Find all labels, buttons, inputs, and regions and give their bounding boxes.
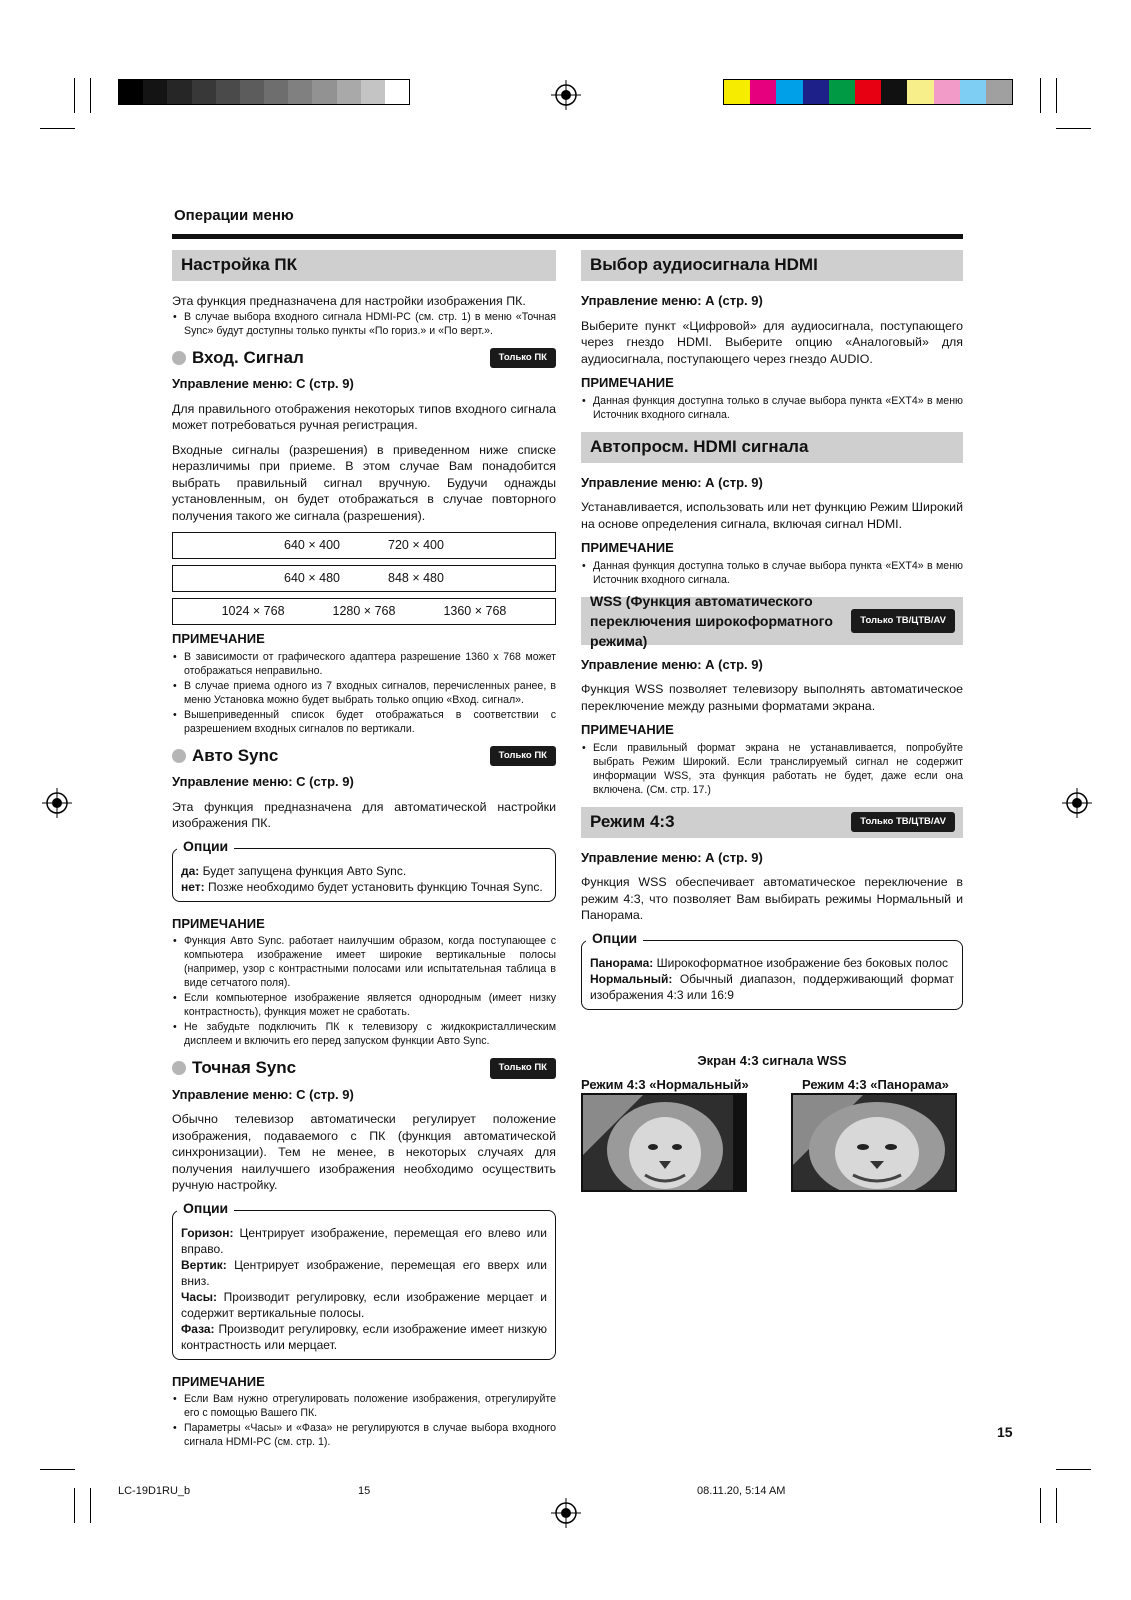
color-swatch: [312, 80, 336, 104]
color-swatch: [855, 80, 881, 104]
crop-mark: [1040, 1488, 1041, 1523]
color-swatch: [143, 80, 167, 104]
footer-model: LC-19D1RU_b: [118, 1485, 191, 1497]
note-heading: ПРИМЕЧАНИЕ: [581, 722, 674, 737]
bullet-circle-icon: [172, 1061, 186, 1075]
color-swatch: [167, 80, 191, 104]
option-item: Панорама: Широкоформатное изображение без боковых полос: [590, 955, 949, 970]
crop-mark: [1056, 78, 1057, 113]
color-swatch: [934, 80, 960, 104]
notes-list: • Если правильный формат экрана не устанавливается, попробуйте выбрать Режим Широкий. Если транслируемый сигнал не содержит информации WSS, эта функция работать не будет, даже если она включена. (См. стр. 17.): [581, 741, 963, 797]
menu-control-label: Управление меню: А (стр. 9): [581, 293, 763, 308]
section-heading-pc-setup: Настройка ПК: [172, 250, 556, 281]
tv-only-badge: Только ТВ/ЦТВ/AV: [851, 609, 955, 633]
section-heading-hdmi-audio: Выбор аудиосигнала HDMI: [581, 250, 963, 281]
resolution-row: 640 × 480 848 × 480: [172, 565, 556, 592]
input-signal-p2: Входные сигналы (разрешения) в приведенном ниже списке неразличимы при приеме. В этом случае Вам понадобится выбрать правильный сигнал вручную. Будучи однажды установленным, он будет отображаться в случае повторного получения такого же сигнала (разрешения).: [172, 442, 556, 523]
note-heading: ПРИМЕЧАНИЕ: [172, 915, 265, 931]
options-title: Опции: [177, 1200, 234, 1216]
footer-datetime: 08.11.20, 5:14 AM: [697, 1485, 786, 1497]
bullet-circle-icon: [172, 351, 186, 365]
color-swatch: [776, 80, 802, 104]
wss-p1: Функция WSS позволяет телевизору выполнять автоматическое переключение между разными форматами экрана.: [581, 682, 963, 713]
auto-sync-p1: Эта функция предназначена для автоматической настройки изображения ПК.: [172, 799, 556, 830]
figure-caption-panorama: Режим 4:3 «Панорама»: [802, 1077, 949, 1092]
lion-image-panorama: [791, 1093, 957, 1192]
pc-setup-intro: Эта функция предназначена для настройки изображения ПК.: [172, 294, 526, 308]
registration-mark-icon: [551, 80, 581, 110]
color-swatch: [829, 80, 855, 104]
option-item: нет: Позже необходимо будет установить функцию Точная Sync.: [181, 879, 543, 894]
color-swatch: [750, 80, 776, 104]
pc-setup-intro-note: • В случае выбора входного сигнала HDMI-PC (см. стр. 1) в меню «Точная Sync» будут доступны только пункты «По гориз.» и «По верт.».: [172, 310, 556, 338]
hdmi-audio-p1: Выберите пункт «Цифровой» для аудиосигнала, поступающего через гнездо HDMI. Выберите опцию «Аналоговый» для аудиосигнала, поступающего через гнездо AUDIO.: [581, 318, 963, 366]
menu-control-label: Управление меню: С (стр. 9): [172, 376, 354, 391]
pc-only-badge: Только ПК: [490, 348, 556, 369]
note-heading: ПРИМЕЧАНИЕ: [581, 540, 674, 555]
color-swatch: [337, 80, 361, 104]
figure-caption-normal: Режим 4:3 «Нормальный»: [581, 1077, 749, 1092]
notes-list: • Данная функция доступна только в случае выбора пункта «EXT4» в меню Источник входного сигнала.: [581, 394, 963, 422]
subsection-auto-sync: Авто Sync Только ПК: [172, 746, 556, 767]
section-heading-hdmi-auto: Автопросм. HDMI сигнала: [581, 432, 963, 463]
color-swatch: [361, 80, 385, 104]
color-swatch: [986, 80, 1012, 104]
options-box: [581, 929, 963, 1010]
menu-control-label: Управление меню: А (стр. 9): [581, 656, 763, 672]
option-item: Фаза: Производит регулировку, если изображение имеет низкую контрастность или мерцает.: [181, 1321, 547, 1352]
mode43-p1: Функция WSS обеспечивает автоматическое переключение в режим 4:3, что позволяет Вам выбирать режимы Нормальный и Панорама.: [581, 875, 963, 922]
note-heading: ПРИМЕЧАНИЕ: [172, 631, 265, 646]
pc-only-badge: Только ПК: [490, 1058, 556, 1079]
section-heading-wss: WSS (Функция автоматического переключения широкоформатного режима) Только ТВ/ЦТВ/AV: [581, 597, 963, 645]
crop-mark: [90, 78, 91, 113]
crop-mark: [40, 128, 75, 129]
color-swatch: [119, 80, 143, 104]
option-item: Нормальный: Обычный диапазон, поддерживающий формат изображения 4:3 или 16:9: [590, 971, 954, 1002]
color-bar: [723, 79, 1013, 105]
section-heading-mode43: Режим 4:3 Только ТВ/ЦТВ/AV: [581, 807, 963, 838]
color-swatch: [960, 80, 986, 104]
crop-mark: [74, 1488, 75, 1523]
menu-control-label: Управление меню: С (стр. 9): [172, 1086, 354, 1102]
subsection-input-signal: Вход. Сигнал Только ПК: [172, 348, 556, 369]
crop-mark: [40, 1469, 75, 1470]
lion-image-normal: [581, 1093, 747, 1192]
color-swatch: [240, 80, 264, 104]
menu-control-label: Управление меню: А (стр. 9): [581, 849, 763, 865]
color-swatch: [724, 80, 750, 104]
tv-only-badge: Только ТВ/ЦТВ/AV: [851, 812, 955, 833]
options-box: [172, 837, 556, 902]
options-box: [172, 1199, 556, 1360]
note-heading: ПРИМЕЧАНИЕ: [581, 375, 674, 390]
notes-list: • В зависимости от графического адаптера разрешение 1360 x 768 может отображаться неправильно. • В случае приема одного из 7 входных сигналов, перечисленных ранее, в меню Установка можно будет выбрать только опцию «Вход. сигнал». • Вышеприведенный список будет отображаться в соответствии с разрешением входных сигналов по вертикали.: [172, 650, 556, 736]
fine-sync-p1: Обычно телевизор автоматически регулирует положение изображения, подаваемого с ПК (функция автоматической синхронизации). Тем не менее, в некоторых случаях для получения наилучшего изображения необходимо осуществить ручную настройку.: [172, 1112, 556, 1192]
option-item: Горизон: Центрирует изображение, перемещая его влево или вправо.: [181, 1225, 547, 1256]
options-title: Опции: [586, 930, 643, 946]
notes-list: • Данная функция доступна только в случае выбора пункта «EXT4» в меню Источник входного сигнала.: [581, 559, 963, 587]
registration-mark-icon: [42, 788, 72, 818]
pc-only-badge: Только ПК: [490, 746, 556, 767]
option-item: Часы: Производит регулировку, если изображение мерцает и содержит вертикальные полосы.: [181, 1289, 547, 1320]
crop-mark: [90, 1488, 91, 1523]
header-rule: [172, 234, 963, 239]
note-heading: ПРИМЕЧАНИЕ: [172, 1373, 265, 1389]
figure-title: Экран 4:3 сигнала WSS: [697, 1053, 847, 1068]
color-swatch: [192, 80, 216, 104]
options-title: Опции: [177, 838, 234, 854]
crop-mark: [1056, 1469, 1091, 1470]
resolution-row: 640 × 400 720 × 400: [172, 532, 556, 559]
color-swatch: [264, 80, 288, 104]
crop-mark: [74, 78, 75, 113]
registration-mark-icon: [551, 1498, 581, 1528]
crop-mark: [1056, 128, 1091, 129]
page-header: Операции меню: [174, 207, 294, 224]
left-column: [172, 250, 556, 1459]
subsection-fine-sync: Точная Sync Только ПК: [172, 1058, 556, 1079]
right-column: [581, 250, 963, 1024]
grayscale-bar: [118, 79, 410, 105]
color-swatch: [385, 80, 409, 104]
color-swatch: [881, 80, 907, 104]
crop-mark: [1040, 78, 1041, 113]
page-number: 15: [997, 1424, 1013, 1440]
resolution-row: 1024 × 768 1280 × 768 1360 × 768: [172, 598, 556, 625]
input-signal-p1: Для правильного отображения некоторых типов входного сигнала может потребоваться ручная регистрация.: [172, 401, 556, 432]
color-swatch: [803, 80, 829, 104]
option-item: Вертик: Центрирует изображение, перемещая его вверх или вниз.: [181, 1257, 547, 1288]
crop-mark: [1056, 1488, 1057, 1523]
bullet-circle-icon: [172, 749, 186, 763]
color-swatch: [907, 80, 933, 104]
color-swatch: [288, 80, 312, 104]
menu-control-label: Управление меню: А (стр. 9): [581, 474, 763, 490]
menu-control-label: Управление меню: С (стр. 9): [172, 774, 354, 789]
notes-list: • Если Вам нужно отрегулировать положение изображения, отрегулируйте его с помощью Вашего ПК. • Параметры «Часы» и «Фаза» не регулируются в случае выбора входного сигнала HDMI-PC (см. стр. 1).: [172, 1392, 556, 1449]
hdmi-auto-p1: Устанавливается, использовать или нет функцию Режим Широкий на основе определения сигнала, включая сигнал HDMI.: [581, 500, 963, 531]
notes-list: • Функция Авто Sync. работает наилучшим образом, когда поступающее с компьютера изображение имеет широкие вертикальные полосы (например, узор с контрастными полосами или испытательная таблица в виде сетчатого поля). • Если компьютерное изображение является однородным (имеет низку контрастность), функция может не сработать. • Не забудьте подключить ПК к телевизору с жидкокристаллическим дисплеем и включить его перед запуском функции Авто Sync.: [172, 934, 556, 1048]
footer-page: 15: [358, 1485, 371, 1497]
registration-mark-icon: [1062, 788, 1092, 818]
option-item: да: Будет запущена функция Авто Sync.: [181, 863, 407, 878]
color-swatch: [216, 80, 240, 104]
